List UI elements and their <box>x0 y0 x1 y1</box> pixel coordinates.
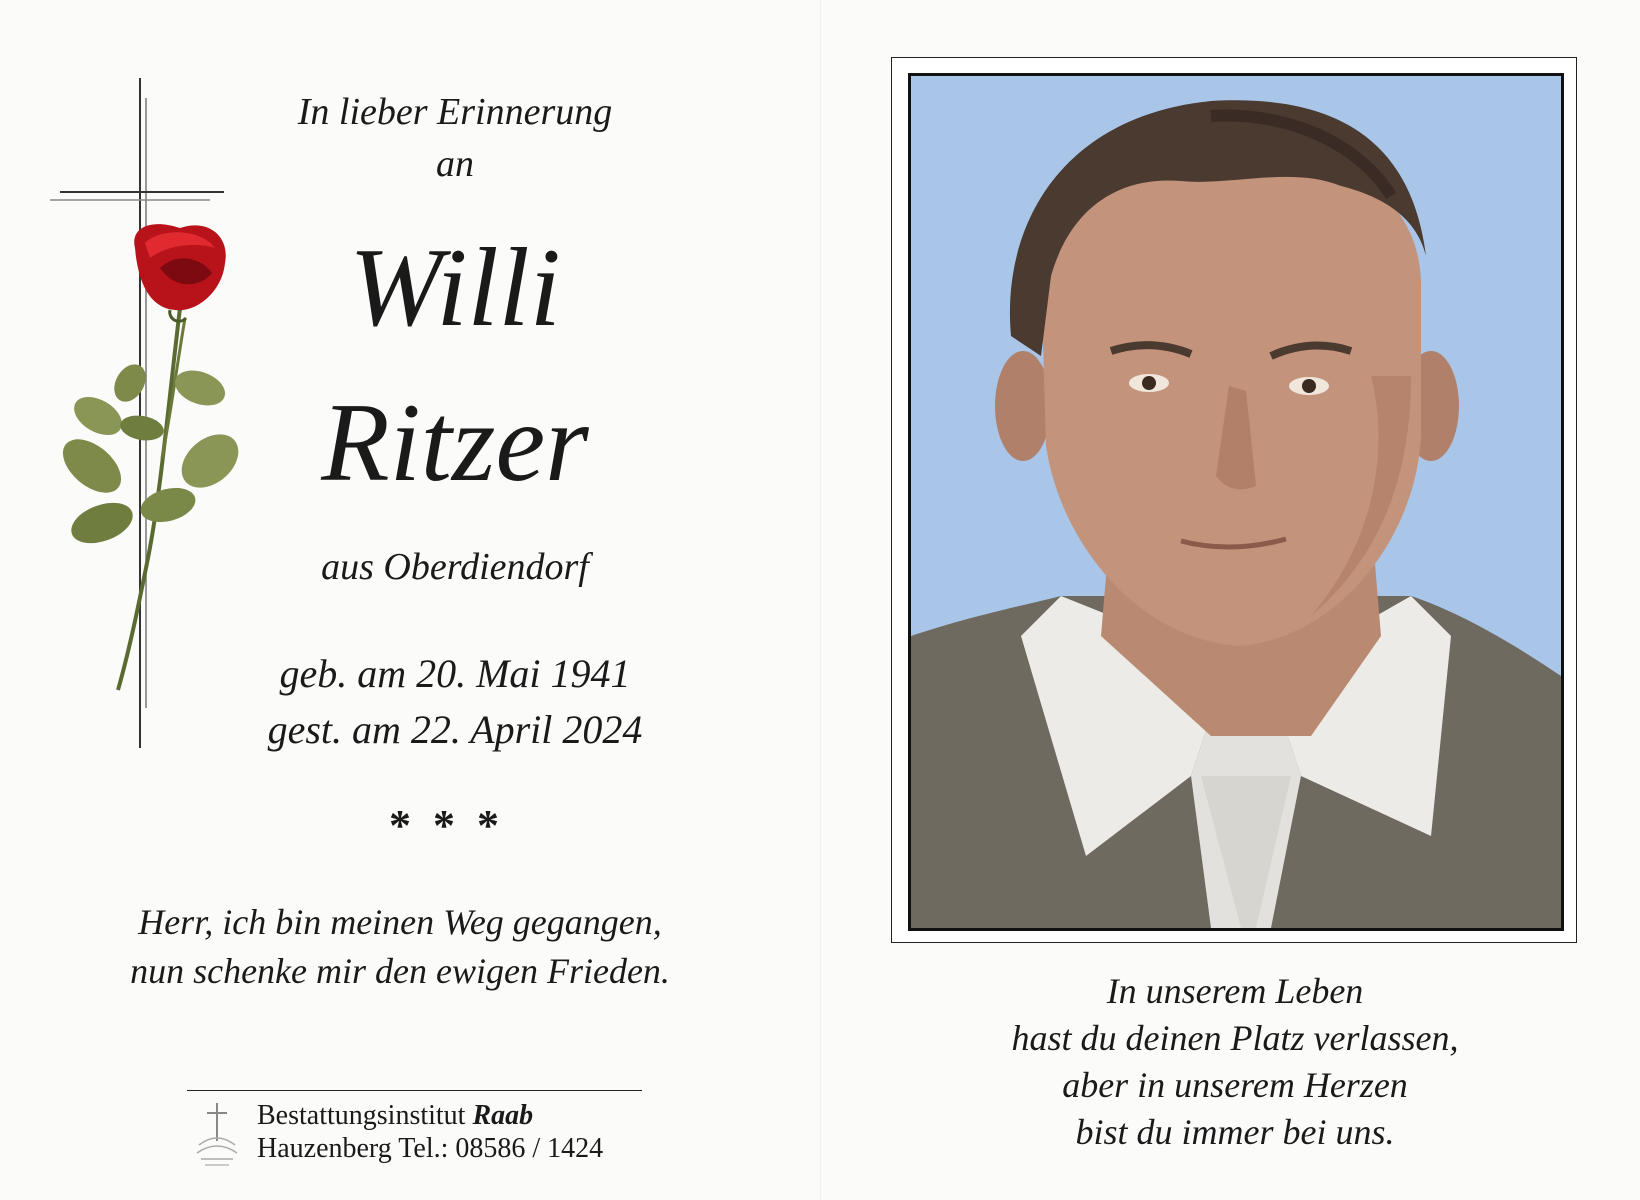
funeral-home-logo-icon <box>195 1101 239 1167</box>
right-quote-line: hast du deinen Platz verlassen, <box>1011 1018 1459 1058</box>
portrait-image <box>911 76 1561 928</box>
left-quote <box>60 898 740 996</box>
last-name: Ritzer <box>321 381 589 505</box>
cross-rose-icon <box>50 78 260 748</box>
right-quote-line: aber in unserem Herzen <box>1062 1065 1408 1105</box>
funeral-home-label: Bestattungsinstitut <box>257 1100 466 1131</box>
left-quote-line: Herr, ich bin meinen Weg gegangen, <box>138 902 662 942</box>
rose-icon <box>53 224 249 690</box>
intro-line-2: an <box>436 143 474 185</box>
funeral-home-name: Raab <box>472 1100 534 1131</box>
portrait-photo <box>908 73 1564 931</box>
death-date: gest. am 22. April 2024 <box>267 707 643 752</box>
first-name: Willi <box>349 226 561 350</box>
birth-date: geb. am 20. Mai 1941 <box>279 651 631 696</box>
funeral-home-footer <box>187 1090 642 1171</box>
hometown: aus Oberdiendorf <box>321 546 589 588</box>
right-quote-line: bist du immer bei uns. <box>1075 1112 1395 1152</box>
right-quote-line: In unserem Leben <box>1106 971 1364 1011</box>
separator-stars: *** <box>389 801 521 850</box>
funeral-home-address: Hauzenberg Tel.: 08586 / 1424 <box>257 1133 604 1164</box>
intro-text <box>230 86 680 190</box>
left-quote-line: nun schenke mir den ewigen Frieden. <box>130 951 670 991</box>
right-quote <box>900 968 1570 1156</box>
fold-line <box>820 0 821 1200</box>
funeral-home-line-1 <box>257 1099 533 1132</box>
intro-line-1: In lieber Erinnerung <box>297 91 613 133</box>
